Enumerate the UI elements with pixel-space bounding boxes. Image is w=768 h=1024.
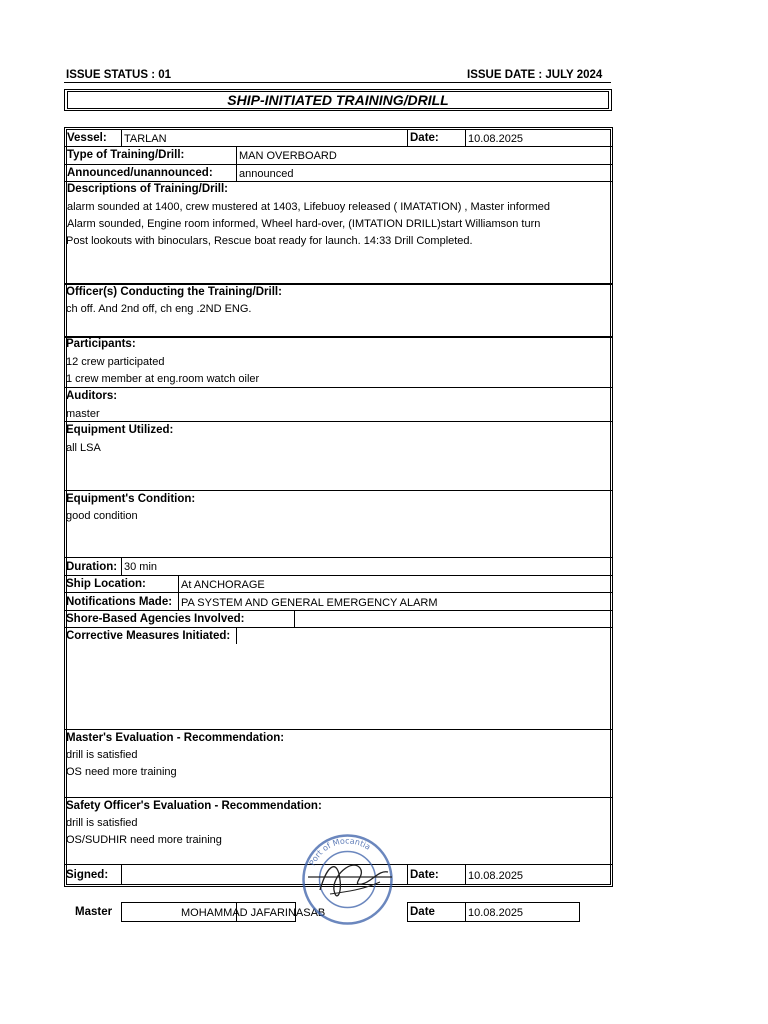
ship-stamp-image [300,832,395,927]
signature-stroke [320,865,388,896]
date-label: Date: [410,132,439,144]
shore-label: Shore-Based Agencies Involved: [66,613,245,625]
description-line: Post lookouts with binoculars, Rescue boat ready for launch. 14:33 Drill Completed. [66,235,473,247]
notifications-label: Notifications Made: [66,596,173,608]
type-value: MAN OVERBOARD [239,150,337,162]
officers-value: ch off. And 2nd off, ch eng .2ND ENG. [66,303,252,315]
form-title: SHIP-INITIATED TRAINING/DRILL [227,92,449,108]
announced-value: announced [239,168,294,180]
header-underline [64,82,611,83]
safety-eval-label: Safety Officer's Evaluation - Recommendation: [66,800,322,812]
signed-date-value: 10.08.2025 [468,870,524,882]
master-name: MOHAMMAD JAFARINASAB [181,907,326,919]
master-date-label: Date [410,906,435,918]
type-label: Type of Training/Drill: [67,149,185,161]
equipment-label: Equipment Utilized: [66,424,174,436]
signed-label: Signed: [66,869,109,881]
condition-value: good condition [66,510,138,522]
master-date-value: 10.08.2025 [468,907,524,919]
signed-date-label: Date: [410,869,439,881]
safety-eval-line: OS/SUDHIR need more training [66,834,222,846]
equipment-value: all LSA [66,442,101,454]
duration-label: Duration: [66,561,118,573]
corrective-label: Corrective Measures Initiated: [66,630,231,642]
issue-status: ISSUE STATUS : 01 [66,69,172,81]
safety-eval-line: drill is satisfied [66,817,138,829]
stamp-outer-ring [304,836,392,924]
location-label: Ship Location: [66,578,146,590]
issue-date: ISSUE DATE : JULY 2024 [467,69,603,81]
description-label: Descriptions of Training/Drill: [67,183,229,195]
master-eval-line: OS need more training [66,766,177,778]
date-value: 10.08.2025 [468,133,524,145]
participants-line: 1 crew member at eng.room watch oiler [66,373,260,385]
auditors-label: Auditors: [66,390,118,402]
stamp-arc-text: Port of Mocantia [307,836,373,868]
participants-label: Participants: [66,338,136,350]
auditors-value: master [66,408,100,420]
officers-label: Officer(s) Conducting the Training/Drill: [66,286,282,298]
description-line: Alarm sounded, Engine room informed, Wheel hard-over, (IMTATION DRILL)start Williamson turn [67,218,541,230]
announced-label: Announced/unannounced: [67,167,213,179]
master-eval-label: Master's Evaluation - Recommendation: [66,732,285,744]
duration-value: 30 min [124,561,158,573]
notifications-value: PA SYSTEM AND GENERAL EMERGENCY ALARM [181,597,438,609]
description-line: alarm sounded at 1400, crew mustered at 1403, Lifebuoy released ( IMATATION) , Master informed [67,201,550,213]
participants-line: 12 crew participated [66,356,165,368]
condition-label: Equipment's Condition: [66,493,196,505]
vessel-value: TARLAN [124,133,167,145]
location-value: At ANCHORAGE [181,579,265,591]
master-eval-line: drill is satisfied [66,749,138,761]
vessel-label: Vessel: [67,132,107,144]
stamp-inner-ring [320,852,376,908]
master-label: Master [75,906,113,918]
